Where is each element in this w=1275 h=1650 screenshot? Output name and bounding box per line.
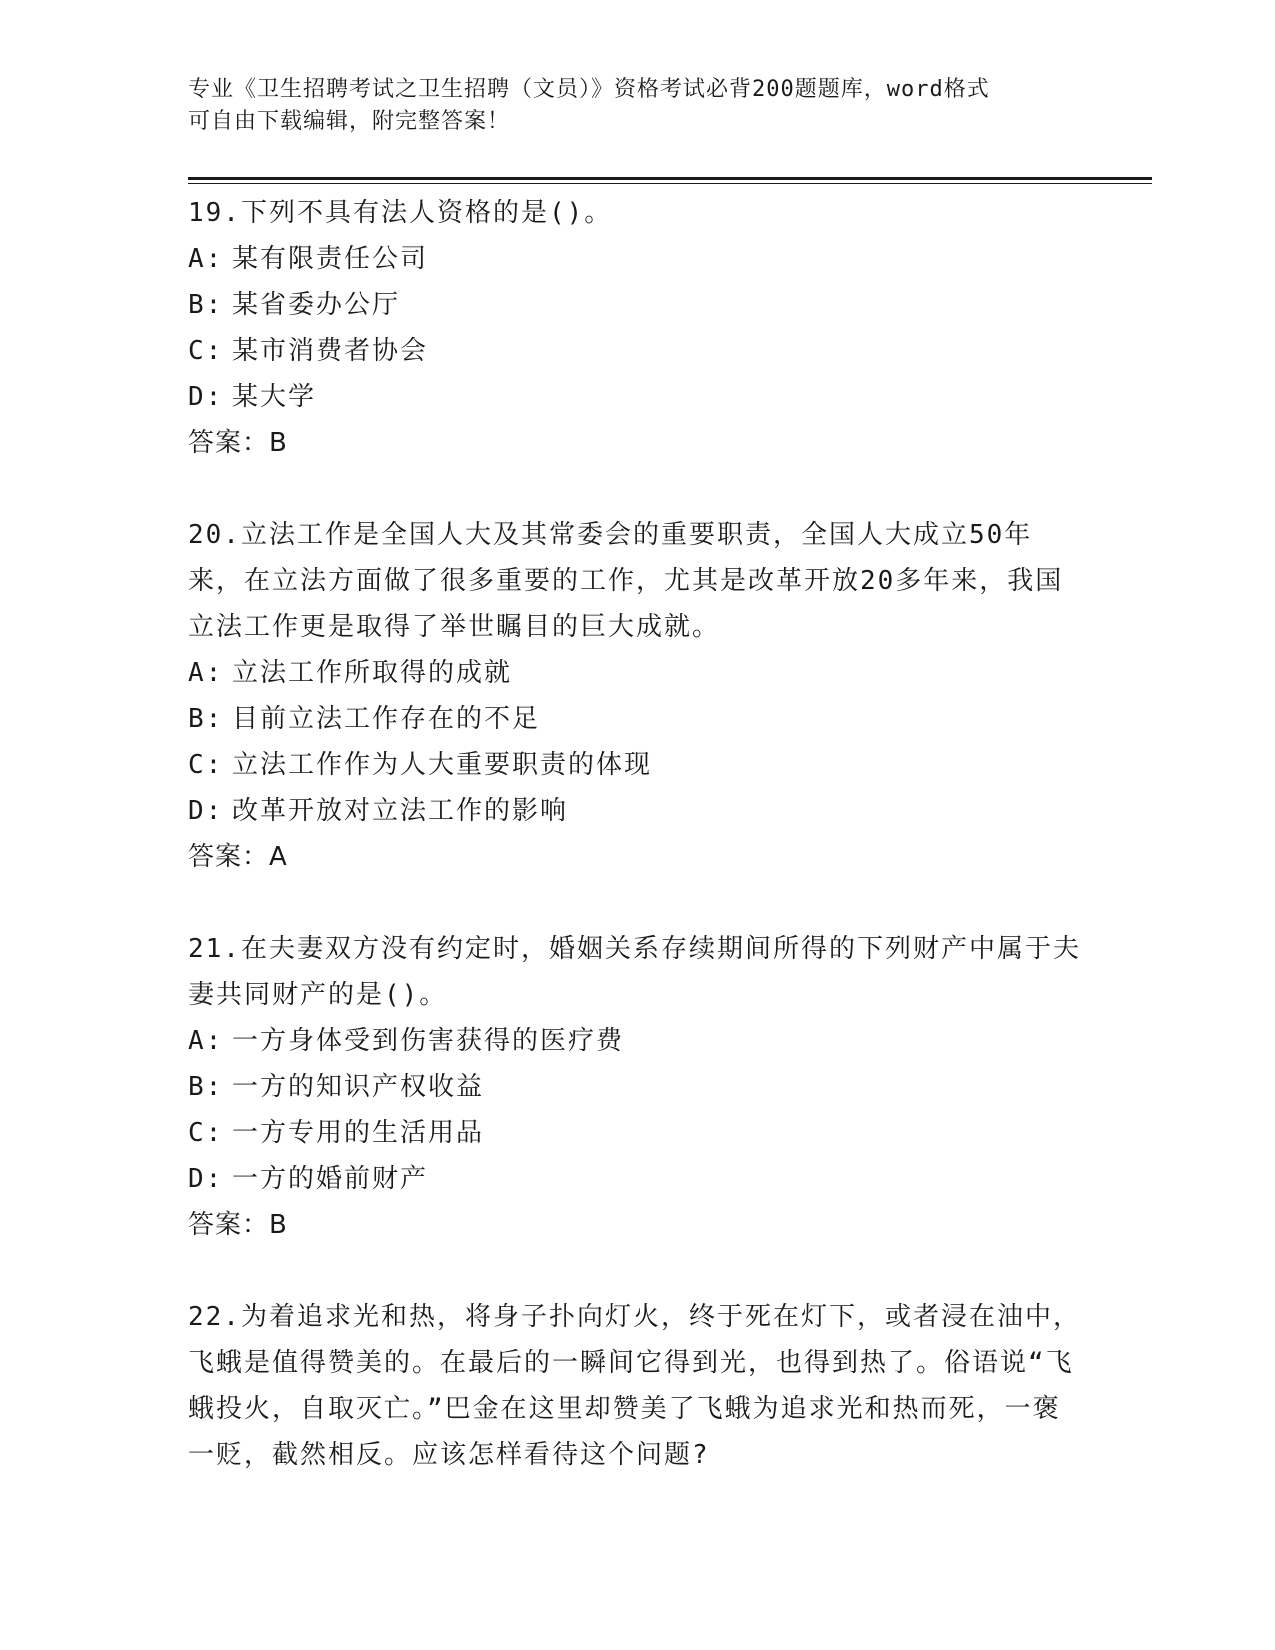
option-text: 一方的婚前财产: [232, 1164, 429, 1194]
option-key: D:: [188, 382, 224, 412]
header-divider-thick: [188, 177, 1152, 180]
option-key: C:: [188, 1118, 224, 1148]
option-key: A:: [188, 244, 224, 274]
header-line-2: 可自由下载编辑，附完整答案！: [188, 109, 511, 134]
option-b: [188, 282, 1088, 328]
option-key: B:: [188, 290, 224, 320]
question-text: 20.立法工作是全国人大及其常委会的重要职责，全国人大成立50年来，在立法方面做了很多重要的工作，尤其是改革开放20多年来，我国立法工作更是取得了举世瞩目的巨大成就。: [188, 520, 1064, 642]
option-key: C:: [188, 750, 224, 780]
option-c: [188, 742, 1088, 788]
option-b: [188, 1064, 1088, 1110]
option-key: B:: [188, 704, 224, 734]
option-c: [188, 328, 1088, 374]
question-list: [188, 190, 1088, 1524]
header-divider-thin: [188, 183, 1152, 184]
option-text: 一方的知识产权收益: [232, 1072, 485, 1102]
question-text: 21.在夫妻双方没有约定时，婚姻关系存续期间所得的下列财产中属于夫妻共同财产的是()。: [188, 934, 1081, 1010]
option-text: 某有限责任公司: [232, 244, 429, 274]
option-a: [188, 236, 1088, 282]
option-key: D:: [188, 796, 224, 826]
option-text: 某大学: [232, 382, 317, 412]
option-d: [188, 374, 1088, 420]
option-key: A:: [188, 658, 224, 688]
option-b: [188, 696, 1088, 742]
option-text: 某市消费者协会: [232, 336, 429, 366]
option-text: 某省委办公厅: [232, 290, 401, 320]
option-d: [188, 1156, 1088, 1202]
option-c: [188, 1110, 1088, 1156]
question-text: 22.为着追求光和热，将身子扑向灯火，终于死在灯下，或者浸在油中，飞蛾是值得赞美的。在最后的一瞬间它得到光，也得到热了。俗语说“飞蛾投火，自取灭亡。”巴金在这里却赞美了飞蛾为追求光和热而死，一褒一贬，截然相反。应该怎样看待这个问题?: [188, 1302, 1081, 1470]
answer-label: 答案：A: [188, 842, 288, 872]
option-text: 一方身体受到伤害获得的医疗费: [232, 1026, 625, 1056]
option-text: 改革开放对立法工作的影响: [232, 796, 569, 826]
option-a: [188, 650, 1088, 696]
option-text: 立法工作作为人大重要职责的体现: [232, 750, 653, 780]
option-key: A:: [188, 1026, 224, 1056]
option-text: 一方专用的生活用品: [232, 1118, 485, 1148]
question-20: [188, 512, 1088, 880]
answer-label: 答案：B: [188, 428, 288, 458]
question-21: [188, 926, 1088, 1248]
option-key: D:: [188, 1164, 224, 1194]
option-d: [188, 788, 1088, 834]
question-text: 19.下列不具有法人资格的是()。: [188, 198, 613, 228]
document-header: [188, 74, 1088, 138]
option-text: 立法工作所取得的成就: [232, 658, 513, 688]
question-22: [188, 1294, 1088, 1478]
answer-label: 答案：B: [188, 1210, 288, 1240]
header-line-1: 专业《卫生招聘考试之卫生招聘（文员）》资格考试必背200题题库，word格式: [188, 77, 990, 102]
option-text: 目前立法工作存在的不足: [232, 704, 541, 734]
question-19: [188, 190, 1088, 466]
option-a: [188, 1018, 1088, 1064]
option-key: B:: [188, 1072, 224, 1102]
option-key: C:: [188, 336, 224, 366]
